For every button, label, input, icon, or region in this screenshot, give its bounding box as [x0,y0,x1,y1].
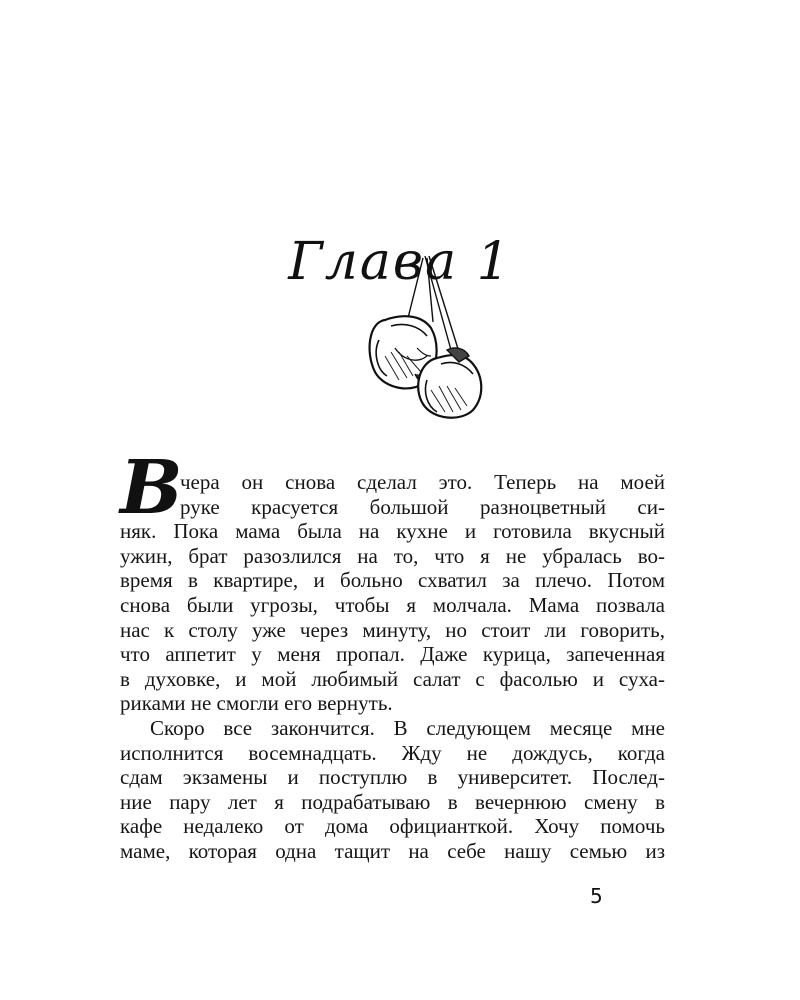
text-line: ние пару лет я подрабатываю в вечернюю смену в [120,789,665,814]
text-line: няк. Пока мама была на кухне и готовила вкусный [120,519,665,544]
paragraph-1 [120,470,665,716]
text-line: руке красуется большой разноцветный си- [180,494,665,519]
chapter-title: Глава 1 [288,232,512,292]
text-line: нас к столу уже через минуту, но стоит ли говорить, [120,617,665,642]
drop-cap: В [120,445,183,531]
text-line: время в квартире, и больно схватил за плечо. Потом [120,568,665,593]
text-line: что аппетит у меня пропал. Даже курица, запеченная [120,642,665,667]
text-line: исполнится восемнадцать. Жду не дождусь, когда [120,740,665,765]
text-line: маме, которая одна тащит на себе нашу семью из [120,838,665,863]
text-line: чера он снова сделал это. Теперь на моей [180,470,665,494]
text-line: риками не смогли его вернуть. [120,691,393,716]
boxing-gloves-icon [355,252,505,432]
body-text [120,470,665,890]
text-line: сдам экзамены и поступлю в университет. Послед- [120,765,665,790]
text-line: ужин, брат разозлился на то, что я не убралась во- [120,543,665,568]
text-line: снова были угрозы, чтобы я молчала. Мама позвала [120,592,665,617]
text-line: Скоро все закончится. В следующем месяце мне [150,715,665,740]
text-line: в духовке, и мой любимый салат с фасолью и суха- [120,666,665,691]
text-line: кафе недалеко от дома официанткой. Хочу помочь [120,814,665,839]
paragraph-2 [120,716,665,864]
page-number: 5 [590,884,603,908]
